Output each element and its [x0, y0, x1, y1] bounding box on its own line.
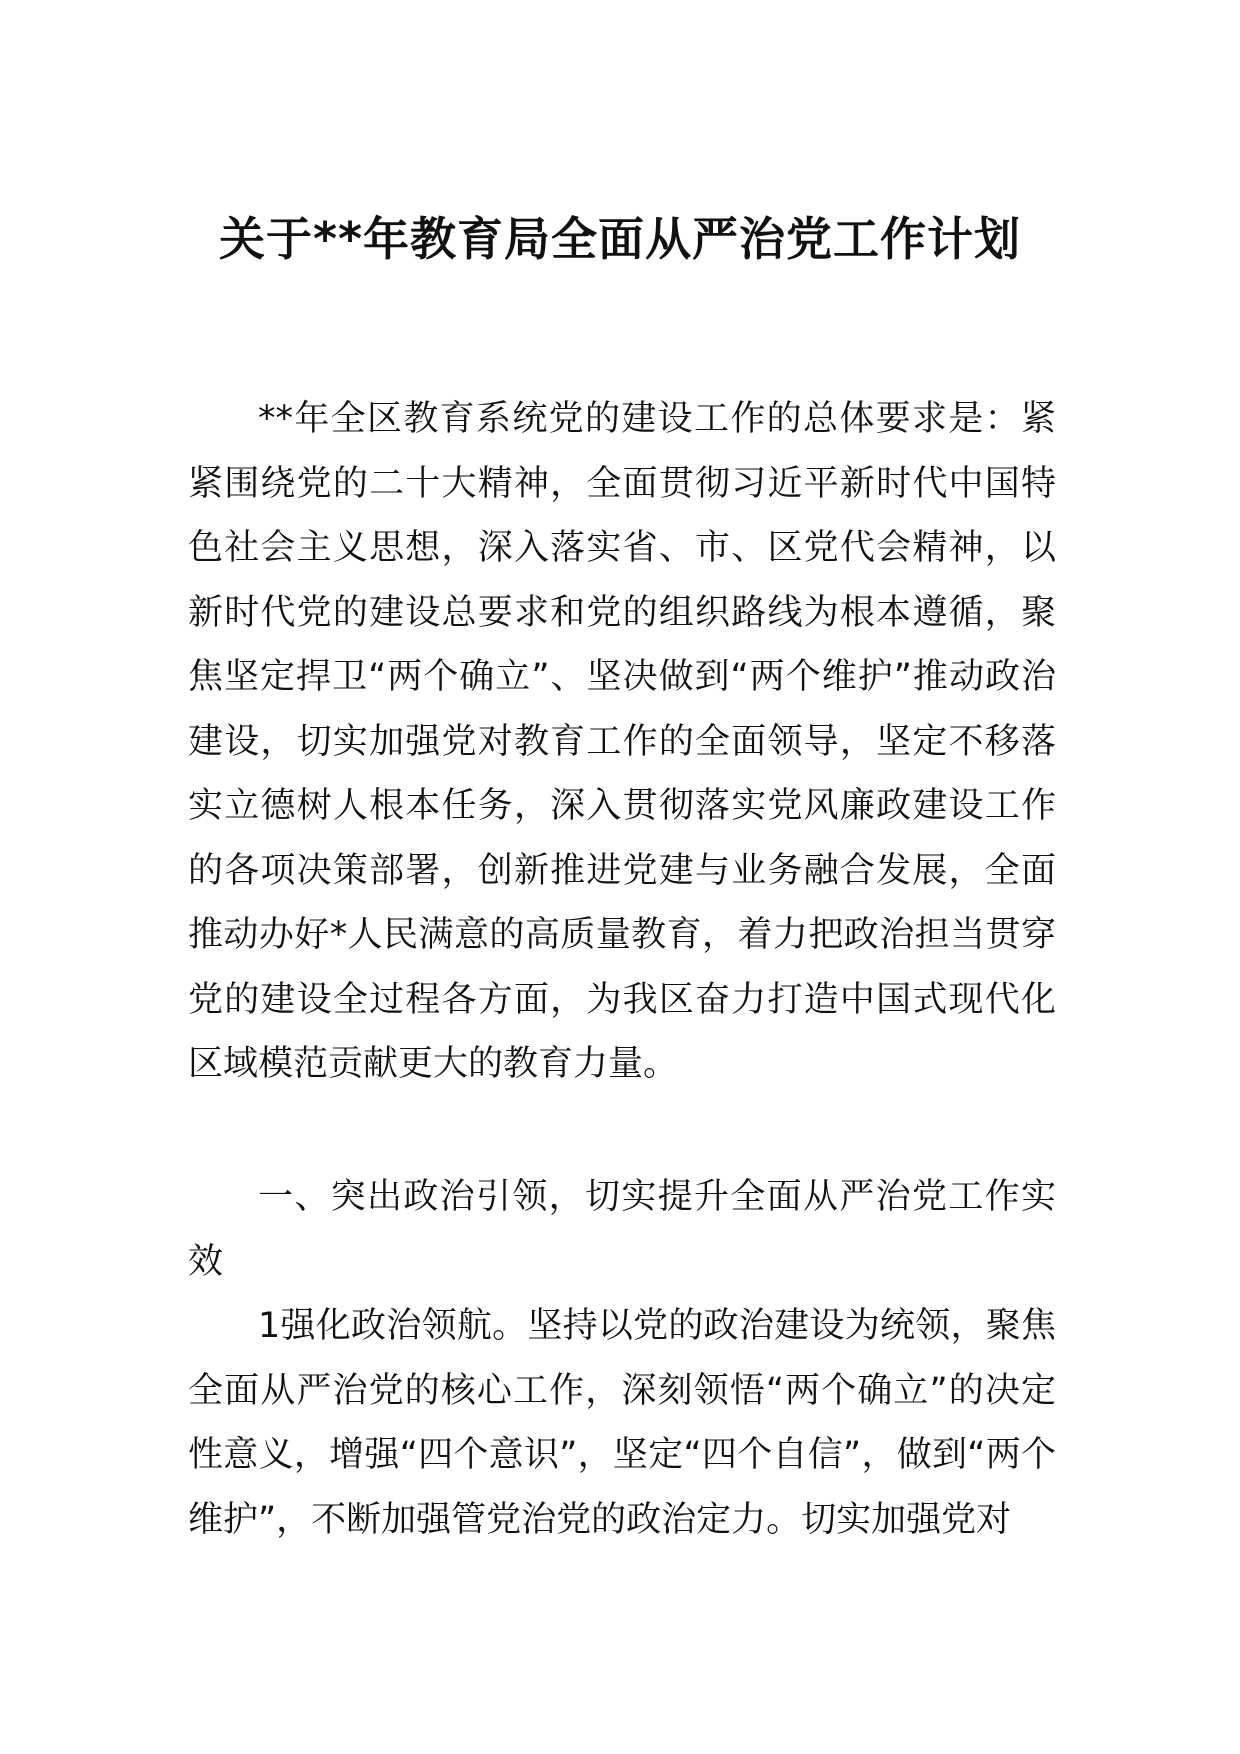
- intro-paragraph: **年全区教育系统党的建设工作的总体要求是：紧紧围绕党的二十大精神，全面贯彻习近平新时代中国特色社会主义思想，深入落实省、市、区党代会精神，以新时代党的建设总要求和党的组织路线为根本遵循，聚焦坚定捍卫“两个确立”、坚决做到“两个维护”推动政治建设，切实加强党对教育工作的全面领导，坚定不移落实立德树人根本任务，深入贯彻落实党风廉政建设工作的各项决策部署，创新推进党建与业务融合发展，全面推动办好*人民满意的高质量教育，着力把政治担当贯穿党的建设全过程各方面，为我区奋力打造中国式现代化区域模范贡献更大的教育力量。: [188, 399, 1056, 1084]
- item-paragraph: 1强化政治领航。坚持以党的政治建设为统领，聚焦全面从严治党的核心工作，深刻领悟“两个确立”的决定性意义，增强“四个意识”，坚定“四个自信”，做到“两个维护”，不断加强管党治党的政治定力。切实加强党对: [188, 1306, 1056, 1540]
- section-heading: 一、突出政治引领，切实提升全面从严治党工作实效: [188, 1177, 1056, 1282]
- document-title: 关于**年教育局全面从严治党工作计划: [218, 212, 1022, 266]
